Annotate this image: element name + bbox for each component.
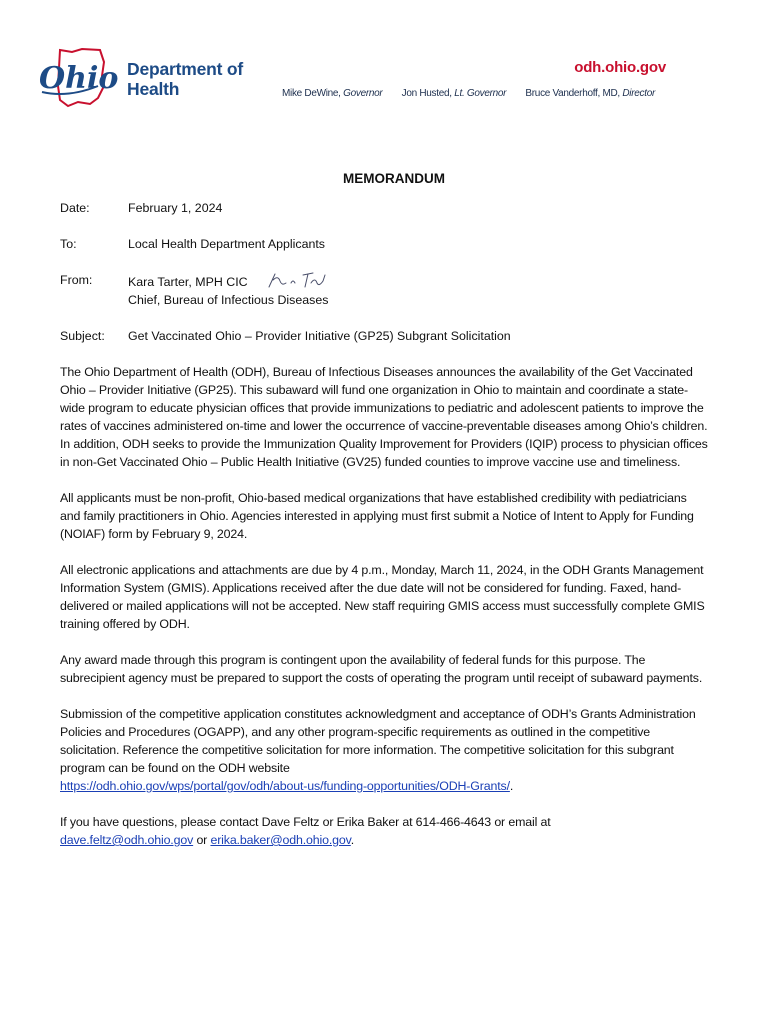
from-title: Chief, Bureau of Infectious Diseases xyxy=(128,293,329,307)
body-paragraph-4: Any award made through this program is contingent upon the availability of federal funds for this purpose. The subrecipient agency must be prepared to support the costs of operating the program until receipt of subaward payments. xyxy=(60,653,703,685)
department-line-2: Health xyxy=(127,79,180,99)
to-label: To: xyxy=(60,237,77,251)
subject-value: Get Vaccinated Ohio – Provider Initiative (GP25) Subgrant Solicitation xyxy=(128,329,511,343)
body-paragraph-2: All applicants must be non-profit, Ohio-based medical organizations that have established credibility with pediatricians and family practitioners in Ohio. Agencies interested in applying must first submit a Notice of Intent to Apply for Funding (NOIAF) form by February 9, 2024. xyxy=(60,491,694,541)
body-paragraph-3: All electronic applications and attachments are due by 4 p.m., Monday, March 11, 2024, in the ODH Grants Management Information System (GMIS). Applications received after the due date will not be considered for funding. Faxed, hand-delivered or mailed applications will not be accepted. New staff requiring GMIS access must successfully complete GMIS training offered by ODH. xyxy=(60,563,705,631)
email-link-dave-feltz[interactable]: dave.feltz@odh.ohio.gov xyxy=(60,833,194,847)
ohio-logo xyxy=(38,46,118,108)
body-paragraph-5: Submission of the competitive application constitutes acknowledgment and acceptance of ODH’s Grants Administration Policies and Procedures (OGAPP), and any other program-specific requirements as outlined in the competitive solicitation. Reference the competitive solicitation for more information. The competitive solicitation for this subgrant program can be found on the ODH website https://odh.ohio.gov/wps/portal/gov/odh/about-us/funding-opportunities/ODH-Grants/. xyxy=(60,707,696,793)
signature xyxy=(265,271,335,291)
from-name: Kara Tarter, MPH CIC xyxy=(128,275,248,289)
from-label: From: xyxy=(60,273,93,287)
subject-field xyxy=(60,327,710,345)
body-paragraph-1: The Ohio Department of Health (ODH), Bureau of Infectious Diseases announces the availability of the Get Vaccinated Ohio – Provider Initiative (GP25). This subaward will fund one organization in Ohio to maintain and coordinate a state-wide program to educate physician offices that provide immunizations to pediatric and adolescent patients to improve the rates of vaccines administered on-time and lower the occurrence of vaccine-preventable diseases among Ohio’s children. In addition, ODH seeks to provide the Immunization Quality Improvement for Providers (IQIP) process to physician offices in non-Get Vaccinated Ohio – Public Health Initiative (GV25) funded counties to improve vaccine use and timeliness. xyxy=(60,365,708,469)
logo-wordmark: Ohio xyxy=(39,61,118,96)
date-field xyxy=(60,199,710,217)
officials-list xyxy=(282,88,655,99)
to-field xyxy=(60,235,710,253)
website-link[interactable]: odh.ohio.gov xyxy=(574,59,666,76)
date-value: February 1, 2024 xyxy=(128,201,223,215)
official-director: Bruce Vanderhoff, MD, Director xyxy=(525,88,655,99)
department-name xyxy=(127,59,243,99)
from-field xyxy=(60,271,710,309)
official-lt-governor: Jon Husted, Lt. Governor xyxy=(401,88,507,99)
to-value: Local Health Department Applicants xyxy=(128,237,325,251)
email-link-erika-baker[interactable]: erika.baker@odh.ohio.gov xyxy=(210,833,351,847)
memo-title: MEMORANDUM xyxy=(343,171,445,186)
memorandum xyxy=(60,170,710,867)
official-governor: Mike DeWine, Governor xyxy=(282,88,383,99)
odh-grants-link[interactable]: https://odh.ohio.gov/wps/portal/gov/odh/about-us/funding-opportunities/ODH-Grants/ xyxy=(60,779,510,793)
date-label: Date: xyxy=(60,201,90,215)
department-line-1: Department of xyxy=(127,59,244,79)
subject-label: Subject: xyxy=(60,329,105,343)
contact-paragraph: If you have questions, please contact Dave Feltz or Erika Baker at 614-466-4643 or email at dave.feltz@odh.ohio.gov or erika.baker@odh.ohio.gov. xyxy=(60,815,551,847)
